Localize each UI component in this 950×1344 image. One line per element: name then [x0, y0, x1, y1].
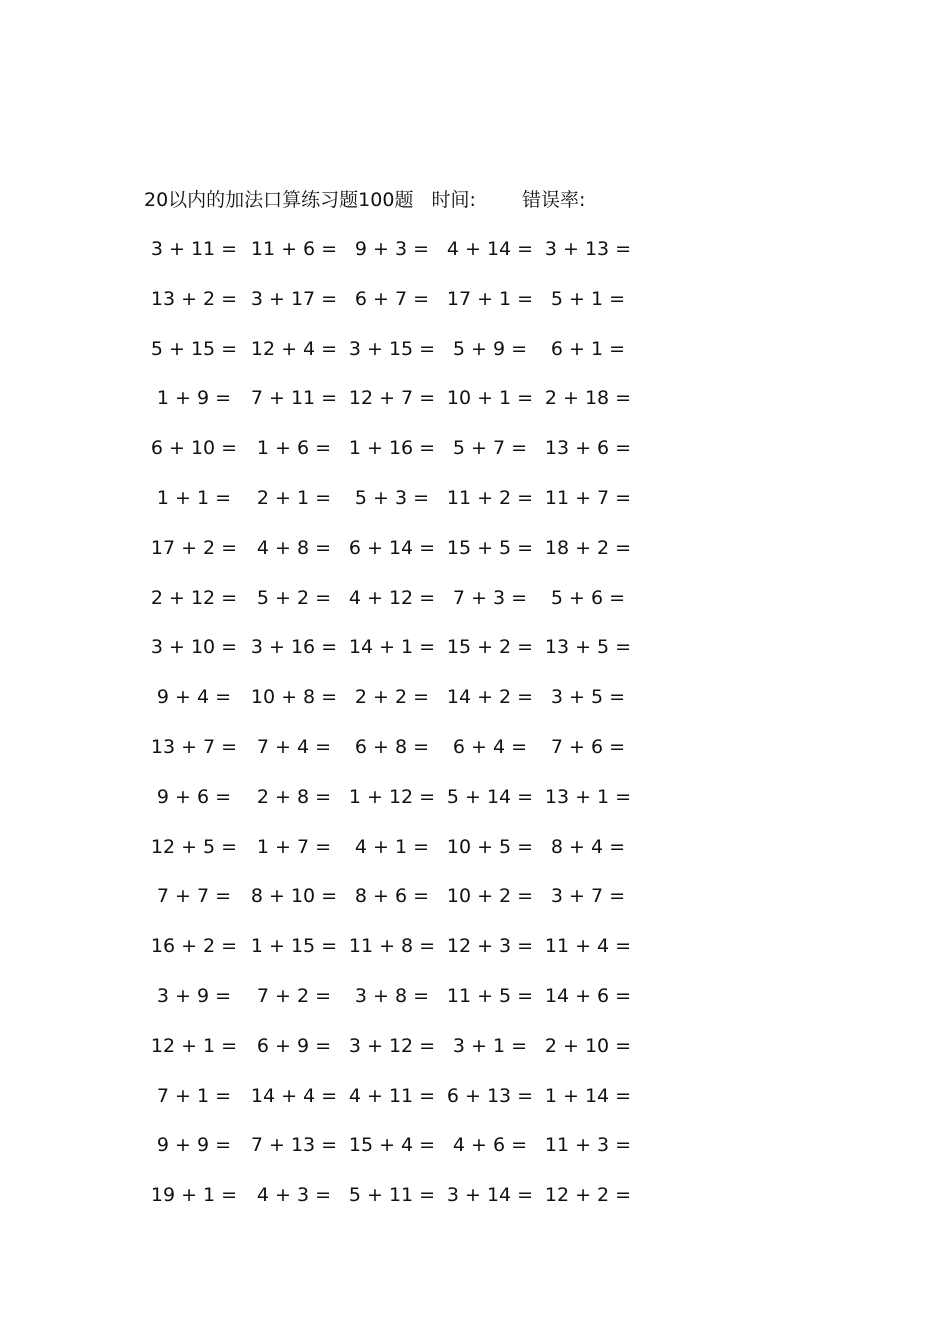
- problem-item: 11 + 3 =: [544, 1134, 632, 1157]
- problem-item: 17 + 1 =: [446, 287, 534, 310]
- problem-item: 3 + 11 =: [150, 238, 238, 260]
- problem-item: 2 + 12 =: [150, 586, 238, 609]
- problem-item: 6 + 14 =: [348, 536, 436, 559]
- problem-item: 10 + 5 =: [446, 835, 534, 858]
- problem-item: 11 + 7 =: [544, 486, 632, 509]
- problem-item: 6 + 4 =: [452, 735, 528, 758]
- problem-item: 1 + 15 =: [250, 935, 338, 958]
- problem-grid: [144, 224, 644, 1220]
- problem-item: 7 + 13 =: [250, 1134, 338, 1157]
- problem-item: 11 + 4 =: [544, 935, 632, 958]
- problem-item: 5 + 9 =: [452, 337, 528, 360]
- problem-row: [144, 722, 644, 772]
- problem-item: 5 + 15 =: [150, 337, 238, 360]
- problem-item: 3 + 5 =: [550, 686, 626, 709]
- problem-item: 13 + 2 =: [150, 287, 238, 310]
- problem-item: 5 + 11 =: [348, 1184, 436, 1207]
- problem-item: 11 + 5 =: [446, 984, 534, 1007]
- problem-item: 3 + 7 =: [550, 885, 626, 908]
- problem-item: 1 + 12 =: [348, 785, 436, 808]
- problem-item: 2 + 18 =: [544, 387, 632, 410]
- problem-item: 4 + 14 =: [446, 238, 534, 260]
- problem-item: 8 + 6 =: [354, 885, 430, 908]
- problem-item: 12 + 7 =: [348, 387, 436, 410]
- problem-item: 3 + 12 =: [348, 1034, 436, 1057]
- problem-item: 15 + 4 =: [348, 1134, 436, 1157]
- problem-item: 4 + 8 =: [256, 536, 332, 559]
- problem-item: 15 + 5 =: [446, 536, 534, 559]
- problem-row: [144, 573, 644, 623]
- problem-row: [144, 324, 644, 374]
- problem-item: 2 + 2 =: [354, 686, 430, 709]
- problem-item: 11 + 2 =: [446, 486, 534, 509]
- problem-item: 5 + 7 =: [452, 437, 528, 460]
- problem-item: 6 + 7 =: [354, 287, 430, 310]
- problem-row: [144, 1170, 644, 1220]
- problem-item: 5 + 1 =: [550, 287, 626, 310]
- problem-item: 3 + 15 =: [348, 337, 436, 360]
- problem-item: 6 + 8 =: [354, 735, 430, 758]
- problem-row: [144, 1071, 644, 1121]
- problem-item: 8 + 4 =: [550, 835, 626, 858]
- problem-item: 3 + 8 =: [354, 984, 430, 1007]
- problem-item: 4 + 1 =: [354, 835, 430, 858]
- problem-item: 7 + 7 =: [156, 885, 232, 908]
- problem-item: 6 + 9 =: [256, 1034, 332, 1057]
- problem-item: 13 + 7 =: [150, 735, 238, 758]
- problem-item: 5 + 2 =: [256, 586, 332, 609]
- problem-row: [144, 871, 644, 921]
- problem-item: 1 + 7 =: [256, 835, 332, 858]
- problem-item: 5 + 3 =: [354, 486, 430, 509]
- problem-item: 4 + 12 =: [348, 586, 436, 609]
- problem-row: [144, 622, 644, 672]
- problem-item: 15 + 2 =: [446, 636, 534, 659]
- problem-item: 9 + 6 =: [156, 785, 232, 808]
- problem-row: [144, 1120, 644, 1170]
- problem-item: 12 + 4 =: [250, 337, 338, 360]
- problem-row: [144, 1021, 644, 1071]
- problem-item: 4 + 6 =: [452, 1134, 528, 1157]
- problem-item: 8 + 10 =: [250, 885, 338, 908]
- problem-item: 11 + 6 =: [250, 238, 338, 260]
- problem-item: 6 + 1 =: [550, 337, 626, 360]
- problem-item: 1 + 6 =: [256, 437, 332, 460]
- problem-row: [144, 373, 644, 423]
- problem-item: 10 + 2 =: [446, 885, 534, 908]
- problem-item: 14 + 2 =: [446, 686, 534, 709]
- problem-item: 6 + 10 =: [150, 437, 238, 460]
- problem-item: 13 + 5 =: [544, 636, 632, 659]
- problem-row: [144, 473, 644, 523]
- problem-item: 12 + 1 =: [150, 1034, 238, 1057]
- problem-item: 16 + 2 =: [150, 935, 238, 958]
- problem-item: 7 + 11 =: [250, 387, 338, 410]
- problem-row: [144, 971, 644, 1021]
- problem-row: [144, 772, 644, 822]
- problem-item: 14 + 6 =: [544, 984, 632, 1007]
- problem-item: 9 + 9 =: [156, 1134, 232, 1157]
- problem-item: 5 + 6 =: [550, 586, 626, 609]
- problem-item: 1 + 14 =: [544, 1084, 632, 1107]
- problem-item: 12 + 3 =: [446, 935, 534, 958]
- problem-item: 2 + 1 =: [256, 486, 332, 509]
- problem-row: [144, 921, 644, 971]
- problem-item: 1 + 9 =: [156, 387, 232, 410]
- problem-item: 3 + 13 =: [544, 238, 632, 260]
- problem-item: 3 + 1 =: [452, 1034, 528, 1057]
- problem-item: 9 + 4 =: [156, 686, 232, 709]
- problem-item: 2 + 8 =: [256, 785, 332, 808]
- problem-item: 3 + 14 =: [446, 1184, 534, 1207]
- problem-item: 10 + 1 =: [446, 387, 534, 410]
- problem-item: 1 + 16 =: [348, 437, 436, 460]
- problem-item: 7 + 2 =: [256, 984, 332, 1007]
- problem-item: 12 + 5 =: [150, 835, 238, 858]
- worksheet-header: [144, 186, 585, 214]
- problem-item: 7 + 3 =: [452, 586, 528, 609]
- worksheet-title: 20以内的加法口算练习题100题: [144, 189, 414, 211]
- problem-item: 4 + 3 =: [256, 1184, 332, 1207]
- problem-item: 2 + 10 =: [544, 1034, 632, 1057]
- problem-item: 17 + 2 =: [150, 536, 238, 559]
- problem-row: [144, 672, 644, 722]
- problem-row: [144, 224, 644, 274]
- problem-item: 12 + 2 =: [544, 1184, 632, 1207]
- problem-item: 7 + 4 =: [256, 735, 332, 758]
- problem-row: [144, 274, 644, 324]
- problem-item: 1 + 1 =: [156, 486, 232, 509]
- error-rate-label: 错误率:: [521, 189, 586, 211]
- problem-item: 3 + 16 =: [250, 636, 338, 659]
- problem-item: 3 + 9 =: [156, 984, 232, 1007]
- problem-item: 5 + 14 =: [446, 785, 534, 808]
- problem-item: 14 + 1 =: [348, 636, 436, 659]
- problem-row: [144, 423, 644, 473]
- problem-item: 11 + 8 =: [348, 935, 436, 958]
- problem-item: 18 + 2 =: [544, 536, 632, 559]
- problem-item: 13 + 6 =: [544, 437, 632, 460]
- problem-item: 3 + 10 =: [150, 636, 238, 659]
- problem-item: 7 + 1 =: [156, 1084, 232, 1107]
- problem-item: 6 + 13 =: [446, 1084, 534, 1107]
- problem-row: [144, 822, 644, 872]
- problem-item: 4 + 11 =: [348, 1084, 436, 1107]
- problem-item: 7 + 6 =: [550, 735, 626, 758]
- problem-item: 3 + 17 =: [250, 287, 338, 310]
- problem-item: 14 + 4 =: [250, 1084, 338, 1107]
- problem-item: 13 + 1 =: [544, 785, 632, 808]
- problem-item: 9 + 3 =: [354, 238, 430, 260]
- problem-row: [144, 523, 644, 573]
- time-label: 时间:: [431, 189, 476, 211]
- problem-item: 19 + 1 =: [150, 1184, 238, 1207]
- problem-item: 10 + 8 =: [250, 686, 338, 709]
